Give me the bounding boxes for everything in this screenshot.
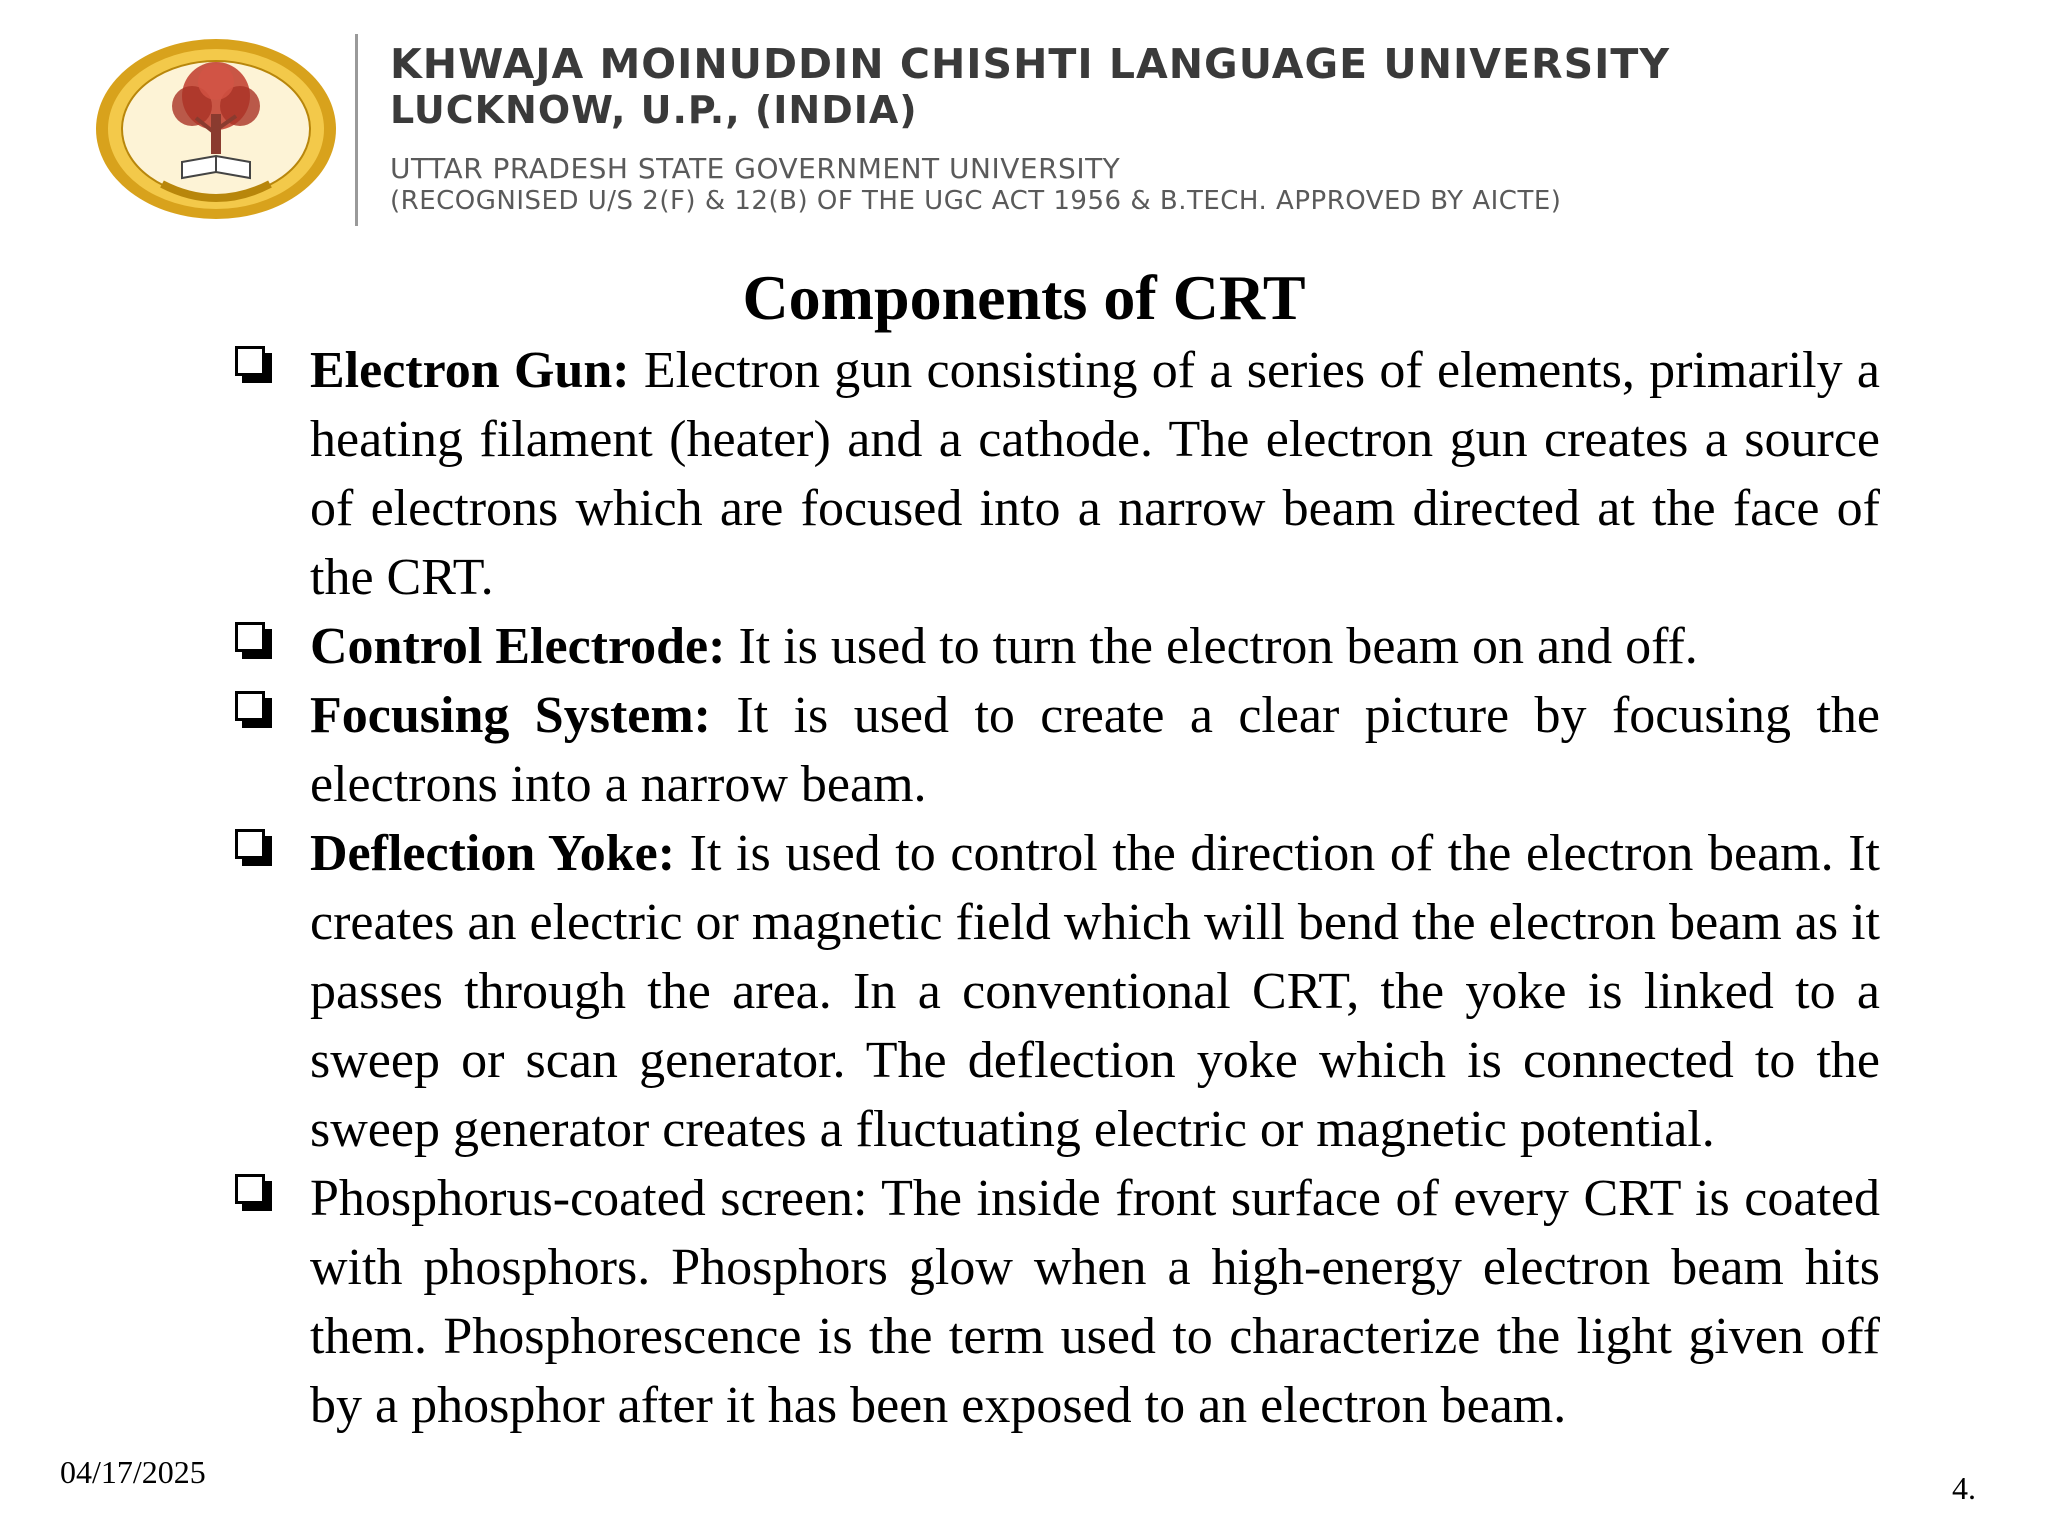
checkbox-bullet-icon (235, 622, 271, 658)
header-divider (355, 34, 358, 226)
bullet-focusing-system (230, 681, 1880, 819)
bullet-text: It is used to turn the electron beam on and off. (725, 618, 1698, 675)
bullet-text: Electron gun consisting of a series of elements, primarily a heating filament (heater) and a cathode. The electron gun creates a source of electrons which are focused into a narrow beam directed at the face of the CRT. (310, 342, 1880, 606)
bullet-text: Phosphorus-coated screen: The inside front surface of every CRT is coated with phosphors. Phosphors glow when a high-energy electron beam hits them. Phosphorescence is the term used to characterize the light given off by a phosphor after it has been exposed to an electron beam. (310, 1170, 1880, 1434)
bullet-electron-gun (230, 336, 1880, 612)
slide-date: 04/17/2025 (60, 1454, 206, 1490)
university-logo (92, 34, 340, 224)
bullet-term: Control Electrode: (310, 618, 726, 675)
bullet-text: It is used to create a clear picture by focusing the electrons into a narrow beam. (310, 687, 1880, 813)
checkbox-bullet-icon (235, 1174, 271, 1210)
university-recognition: (RECOGNISED U/S 2(F) & 12(B) OF THE UGC ACT 1956 & B.TECH. APPROVED BY AICTE) (390, 186, 1562, 216)
bullet-term: Deflection Yoke: (310, 825, 676, 882)
bullet-text: It is used to control the direction of the electron beam. It creates an electric or magnetic field which will bend the electron beam as it passes through the area. In a conventional CRT, the yoke is linked to a sweep or scan generator. The deflection yoke which is connected to the sweep generator creates a fluctuating electric or magnetic potential. (310, 825, 1881, 1158)
bullet-deflection-yoke (230, 819, 1880, 1164)
bullet-control-electrode (230, 612, 1880, 681)
bullet-term: Electron Gun: (310, 342, 630, 399)
university-status: UTTAR PRADESH STATE GOVERNMENT UNIVERSITY (390, 152, 1121, 185)
slide-number: 4. (1952, 1470, 1976, 1506)
bullet-phosphor-screen (230, 1164, 1880, 1440)
checkbox-bullet-icon (235, 691, 271, 727)
university-location: LUCKNOW, U.P., (INDIA) (390, 88, 918, 132)
bullet-term: Focusing System: (310, 687, 711, 744)
checkbox-bullet-icon (235, 829, 271, 865)
university-header (0, 0, 2048, 240)
checkbox-bullet-icon (235, 346, 271, 382)
slide-title: Components of CRT (742, 262, 1306, 333)
bullet-list (230, 336, 1880, 1440)
university-name: KHWAJA MOINUDDIN CHISHTI LANGUAGE UNIVERSITY (390, 40, 1671, 88)
